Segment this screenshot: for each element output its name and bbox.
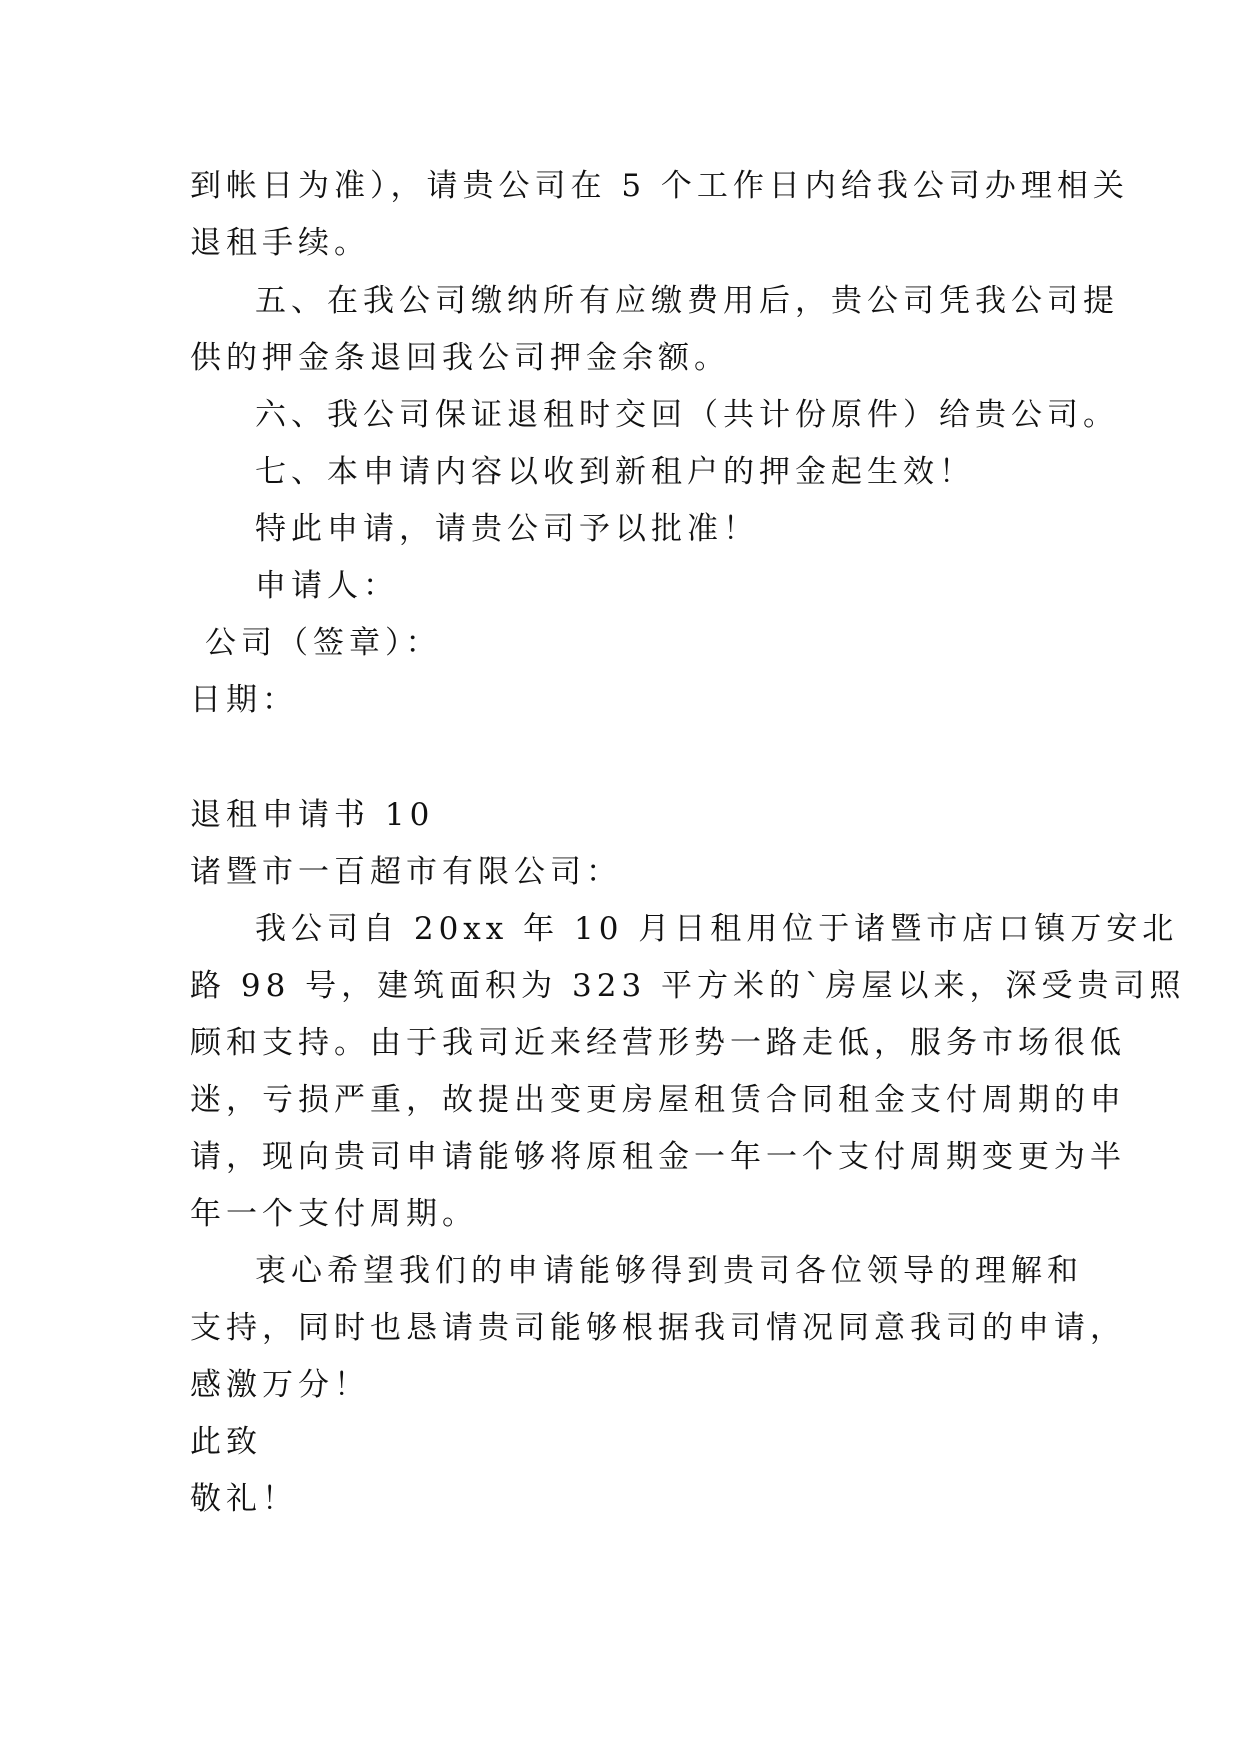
- paragraph-line: 六、我公司保证退租时交回（共计份原件）给贵公司。: [255, 397, 1119, 433]
- salutation-line: 敬礼！: [190, 1481, 298, 1517]
- recipient-line: 诸暨市一百超市有限公司：: [190, 854, 622, 890]
- paragraph-line: 迷，亏损严重，故提出变更房屋租赁合同租金支付周期的申: [190, 1082, 1126, 1118]
- paragraph-line: 衷心希望我们的申请能够得到贵司各位领导的理解和: [255, 1253, 1083, 1289]
- paragraph-line: 供的押金条退回我公司押金余额。: [190, 340, 730, 376]
- paragraph-line: 七、本申请内容以收到新租户的押金起生效！: [255, 454, 975, 490]
- date-label: 日期：: [190, 682, 298, 718]
- closing-request: 特此申请，请贵公司予以批准！: [255, 511, 759, 547]
- section-title: 退租申请书 10: [190, 797, 435, 833]
- paragraph-line: 我公司自 20xx 年 10 月日租用位于诸暨市店口镇万安北: [255, 911, 1179, 947]
- paragraph-line: 年一个支付周期。: [190, 1196, 478, 1232]
- paragraph-line: 到帐日为准），请贵公司在 5 个工作日内给我公司办理相关: [190, 168, 1129, 204]
- paragraph-line: 退租手续。: [190, 225, 370, 261]
- paragraph-line: 五、在我公司缴纳所有应缴费用后，贵公司凭我公司提: [255, 283, 1119, 319]
- paragraph-line: 支持，同时也恳请贵司能够根据我司情况同意我司的申请，: [190, 1310, 1126, 1346]
- paragraph-line: 感激万分！: [190, 1367, 370, 1403]
- applicant-label: 申请人：: [255, 568, 399, 604]
- paragraph-line: 顾和支持。由于我司近来经营形势一路走低，服务市场很低: [190, 1025, 1126, 1061]
- paragraph-line: 路 98 号，建筑面积为 323 平方米的`房屋以来，深受贵司照: [190, 968, 1186, 1004]
- salutation-line: 此致: [190, 1424, 262, 1460]
- company-seal-label: 公司（签章）：: [205, 625, 442, 661]
- paragraph-line: 请，现向贵司申请能够将原租金一年一个支付周期变更为半: [190, 1139, 1126, 1175]
